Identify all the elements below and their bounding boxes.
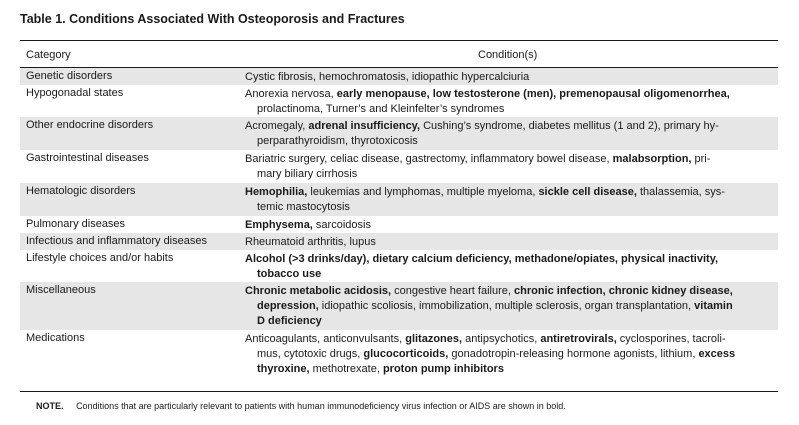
conditions-cell [245,119,773,149]
condition-text-bold: tobacco use [257,268,322,280]
table-row [20,216,778,233]
condition-text-bold: depression, [257,300,319,312]
condition-text: cyclosporines, tacroli- [616,333,726,345]
category-cell: Medications [26,332,85,344]
category-cell: Genetic disorders [26,70,113,82]
condition-text: temic mastocytosis [257,201,350,213]
condition-text-bold: chronic infection, chronic kidney disease, [514,285,733,297]
condition-text: idiopathic scoliosis, immobilization, multiple sclerosis, organ transplantation, [318,300,695,312]
condition-line [245,314,773,329]
condition-text-bold: glitazones, [405,333,463,345]
condition-text-bold: Chronic metabolic acidosis, [245,285,392,297]
condition-text: methotrexate, [309,363,383,375]
condition-text-bold: vitamin [694,300,733,312]
condition-line [245,185,773,200]
condition-text: antipsychotics, [462,333,541,345]
condition-text: Anticoagulants, anticonvulsants, [245,333,406,345]
condition-text: pri- [691,153,711,165]
condition-text-bold: sickle cell disease, [538,186,637,198]
condition-text-bold: malabsorption, [612,153,692,165]
conditions-cell [245,70,773,85]
condition-text: sarcoidosis [312,219,371,231]
condition-text-bold: thyroxine, [257,363,310,375]
conditions-cell [245,284,773,329]
condition-text-bold: adrenal insufficiency, [308,120,421,132]
condition-line [245,332,773,347]
condition-text: Cushing’s syndrome, diabetes mellitus (1 and 2), primary hy- [420,120,719,132]
conditions-cell [245,332,773,377]
condition-text-bold: Hemophilia, [245,186,308,198]
condition-text: gonadotropin-releasing hormone agonists, lithium, [448,348,699,360]
condition-line [245,102,773,117]
category-cell: Gastrointestinal diseases [26,152,149,164]
condition-line [245,235,773,250]
condition-line [245,167,773,182]
condition-line [245,299,773,314]
condition-text: leukemias and lymphomas, multiple myeloma, [307,186,539,198]
column-header-conditions: Condition(s) [478,49,538,61]
table-body [20,68,778,377]
condition-text: mus, cytotoxic drugs, [257,348,364,360]
condition-text-bold: D deficiency [257,315,322,327]
conditions-cell [245,87,773,117]
table-title: Table 1. Conditions Associated With Osteoporosis and Fractures [20,12,405,26]
condition-text: Rheumatoid arthritis, lupus [245,236,376,248]
category-cell: Infectious and inflammatory diseases [26,235,207,247]
condition-line [245,152,773,167]
conditions-cell [245,152,773,182]
condition-text: mary biliary cirrhosis [257,168,358,180]
conditions-cell [245,252,773,282]
note-text: Conditions that are particularly relevant to patients with human immunodeficiency virus infection or AIDS are shown in bold. [76,401,566,411]
condition-line [245,87,773,102]
conditions-cell [245,185,773,215]
condition-text: prolactinoma, Turner’s and Kleinfelter’s syndromes [257,103,505,115]
table-row [20,150,778,183]
condition-text-bold: glucocorticoids, [363,348,449,360]
condition-line [245,119,773,134]
table-note [36,401,566,411]
condition-text-bold: Alcohol (>3 drinks/day), dietary calcium deficiency, methadone/opiates, physical inactivity, [245,253,719,265]
table-row [20,282,778,330]
condition-line [245,267,773,282]
condition-text-bold: proton pump inhibitors [382,363,504,375]
table-row [20,183,778,216]
conditions-cell [245,218,773,233]
table-row [20,85,778,117]
condition-line [245,70,773,85]
condition-text: thalassemia, sys- [636,186,725,198]
condition-line [245,134,773,149]
condition-text: perparathyroidism, thyrotoxicosis [257,135,418,147]
top-rule [20,40,778,41]
condition-line [245,252,773,267]
column-header-category: Category [26,49,71,61]
condition-line [245,218,773,233]
condition-text-bold: antiretrovirals, [540,333,617,345]
condition-text-bold: Emphysema, [245,219,313,231]
category-cell: Pulmonary diseases [26,218,126,230]
condition-text-bold: early menopause, low testosterone (men), premenopausal oligomenorrhea, [336,88,730,100]
note-label: NOTE. [36,401,64,411]
table-row [20,117,778,150]
condition-text: Cystic fibrosis, hemochromatosis, idiopathic hypercalciuria [245,71,530,83]
table-row [20,233,778,250]
condition-line [245,347,773,362]
category-cell: Miscellaneous [26,284,96,296]
condition-text-bold: excess [698,348,736,360]
condition-text: Bariatric surgery, celiac disease, gastrectomy, inflammatory bowel disease, [245,153,613,165]
condition-line [245,200,773,215]
condition-text: Anorexia nervosa, [245,88,337,100]
condition-text: congestive heart failure, [391,285,514,297]
condition-text: Acromegaly, [245,120,309,132]
condition-line [245,284,773,299]
category-cell: Other endocrine disorders [26,119,154,131]
table-row [20,250,778,282]
note-spacer [66,401,74,411]
category-cell: Lifestyle choices and/or habits [26,252,174,264]
table-row [20,68,778,85]
bottom-rule [20,391,778,392]
conditions-cell [245,235,773,250]
category-cell: Hematologic disorders [26,185,136,197]
category-cell: Hypogonadal states [26,87,124,99]
condition-line [245,362,773,377]
table-row [20,330,778,377]
